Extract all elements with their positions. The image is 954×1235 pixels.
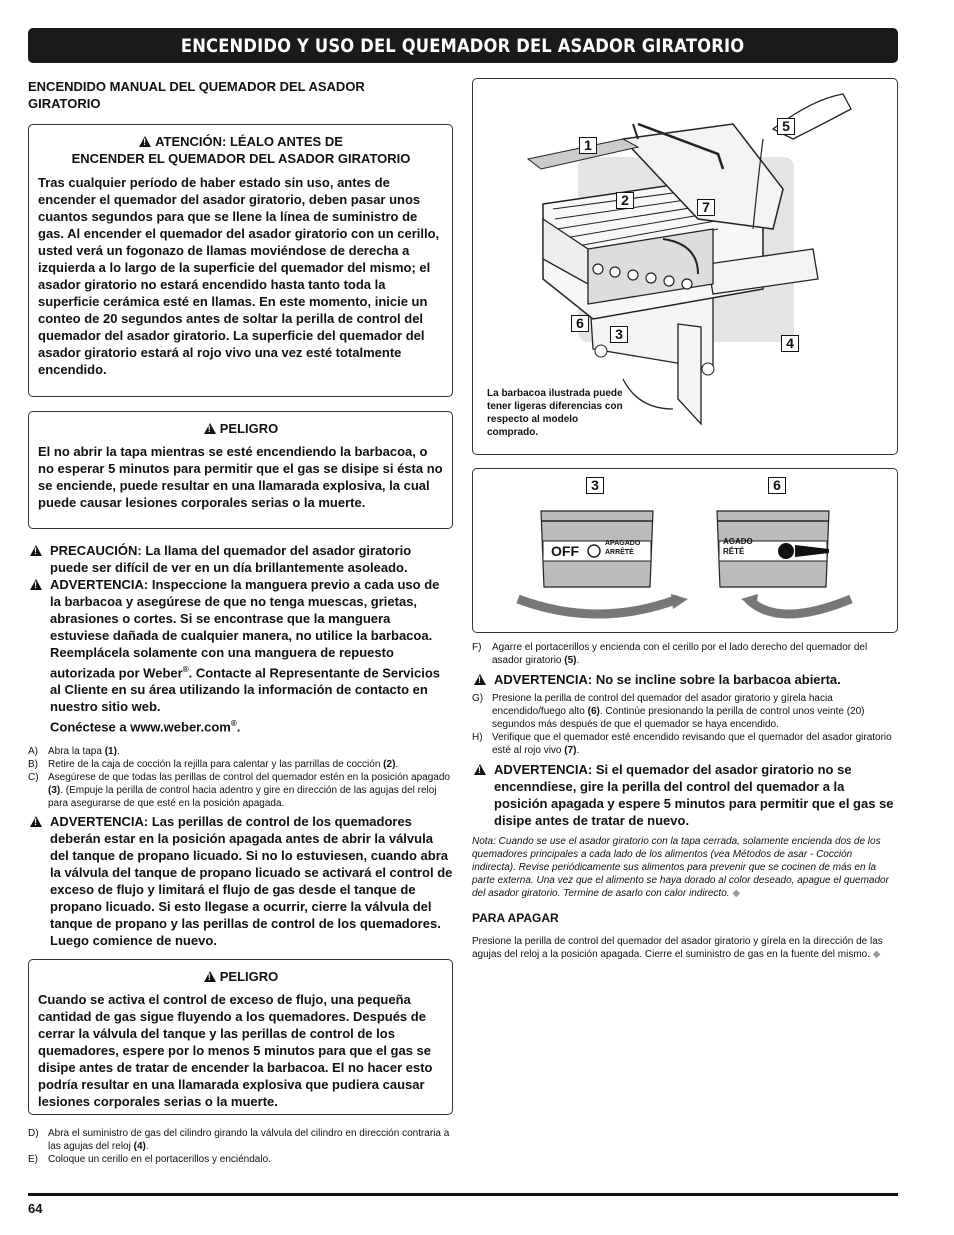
weber-contact-text: Conéctese a www.weber.com xyxy=(50,719,231,735)
warning-icon xyxy=(474,674,486,685)
warning-icon xyxy=(30,816,42,827)
danger-heading-1-text: PELIGRO xyxy=(219,421,279,436)
step-b xyxy=(28,758,453,771)
step-ref: (2) xyxy=(383,758,396,770)
steps-g-h xyxy=(472,692,898,757)
footer-rule xyxy=(28,1193,898,1196)
warning-icon xyxy=(474,764,486,775)
step-letter: H) xyxy=(472,732,483,743)
step-letter: F) xyxy=(472,642,482,653)
end-mark-icon: ◆ xyxy=(872,949,881,960)
warning-hose-text-2: . Contacte al Representante de Servicios al Cliente en su área utilizando la información de contacto en nuestro sitio web. xyxy=(50,665,441,715)
step-d xyxy=(28,1127,453,1153)
step-text: Presione la perilla de control del quemador del asador giratorio y gírela hacia encendido/fuego alto xyxy=(492,693,833,717)
step-text: Abra el suministro de gas del cilindro girando la válvula del cilindro en dirección contraria a las agujas del reloj xyxy=(48,1127,450,1152)
registered-mark: ® xyxy=(182,665,189,674)
step-text: Verifique que el quemador esté encendido revisando que el quemador del asador giratorio esté al rojo vivo xyxy=(492,732,892,756)
knob-apagado-label xyxy=(605,539,640,557)
attention-heading-line1: ATENCIÓN: LÉALO ANTES DE xyxy=(155,134,343,149)
step-text: Coloque un cerillo en el portacerillos y enciéndalo. xyxy=(48,1153,271,1165)
turn-off-body: Presione la perilla de control del quemador del asador giratorio y gírela en la dirección de las agujas del reloj a la posición apagada. Cierre el suministro de gas en la fuente del mismo. xyxy=(472,936,883,960)
manual-lighting-heading: ENCENDIDO MANUAL DEL QUEMADOR DEL ASADOR GIRATORIO xyxy=(28,79,365,111)
step-text: Agarre el portacerillos y encienda con el cerillo por el lado derecho del quemador del asador giratorio xyxy=(492,642,868,666)
steps-f xyxy=(472,641,898,667)
steps-d-e xyxy=(28,1127,453,1166)
danger-body-2: Cuando se activa el control de exceso de flujo, una pequeña cantidad de gas sigue fluyendo a los quemadores. Después de cerrar la válvula del tanque y las perillas de control de los quemadores, espere por lo menos 5 minutos para que el gas se disipe antes de tratar de encender la barbacoa. El no hacer esto podría resultar en una llamarada explosiva que pudiera causar lesiones corporales serias o la muerte. xyxy=(38,991,433,1109)
step-end: . xyxy=(576,655,580,666)
caution-text: PRECAUCIÓN: La llama del quemador del asador giratorio puede ser difícil de ver en un día brillantemente asoleado. xyxy=(50,543,412,575)
danger-heading-2 xyxy=(38,968,444,985)
weber-contact-end: . xyxy=(236,719,241,735)
turn-off-text xyxy=(472,935,898,961)
callout-knob-3: 3 xyxy=(586,477,604,494)
warning-icon xyxy=(139,136,151,147)
attention-heading-line2: ENCENDER EL QUEMADOR DEL ASADOR GIRATORIO xyxy=(71,151,411,166)
step-a xyxy=(28,745,453,758)
step-text: Retire de la caja de cocción la rejilla para calentar y las parrillas de cocción xyxy=(48,758,384,770)
section-title-bar xyxy=(28,28,898,63)
step-text: Abra la tapa xyxy=(48,745,105,757)
figure-disclaimer: La barbacoa ilustrada puede tener ligeras diferencias con respecto al modelo comprado. xyxy=(487,388,623,438)
apagado-text: APAGADO xyxy=(605,540,641,547)
rotisserie-note-text: Nota: Cuando se use el asador giratorio con la tapa cerrada, solamente encienda dos de los quemadores principales a cada lado de los alimentos (vea Métodos de asar - Cocción indirecta). Revise periódicamente sus alimentos para prevenir que se cocinen de más en la parte externa. Una vez que el alimento se haya dorado al color deseado, apague el quemador del asador giratorio. Termine de asarlo con calor indirecto. xyxy=(472,836,889,899)
step-ref: (6) xyxy=(587,706,600,717)
step-ref: (3) xyxy=(48,784,61,796)
step-letter: A) xyxy=(28,745,38,757)
danger-heading-1 xyxy=(38,420,444,437)
knob-illustration xyxy=(473,469,898,633)
arrete-partial-text: RÊTÉ xyxy=(723,547,745,556)
step-letter: B) xyxy=(28,758,38,770)
callout-7: 7 xyxy=(697,199,715,216)
warning-icon xyxy=(204,971,216,982)
step-end: . xyxy=(576,745,580,756)
section-title: ENCENDIDO Y USO DEL QUEMADOR DEL ASADOR GIRATORIO xyxy=(181,34,745,57)
warning-hose-text: ADVERTENCIA: Inspeccione la manguera previo a cada uso de la barbacoa y asegúrese de que no tenga muescas, grietas, abrasiones o cortes. Si se encontrase que la manguera estuviese dañada de cualquier manera, no utilice la barbacoa. Reemplácela solamente con una manguera de repuesto autorizada por Weber xyxy=(50,577,440,681)
callout-1: 1 xyxy=(579,137,597,154)
step-letter: D) xyxy=(28,1127,39,1139)
attention-box xyxy=(28,124,453,397)
danger-box-1 xyxy=(28,411,453,529)
page-number: 64 xyxy=(28,1201,43,1216)
apagado-partial-text: AGADO xyxy=(723,537,753,546)
knob-off-label: OFF xyxy=(551,543,579,559)
danger-heading-2-text: PELIGRO xyxy=(219,968,279,984)
warning-no-light-paragraph xyxy=(472,761,898,829)
step-letter: E) xyxy=(28,1153,38,1165)
warning-knobs-text: ADVERTENCIA: Las perillas de control de los quemadores deberán estar en la posición apagada antes de abrir la válvula del tanque de propano licuado. Si no lo estuviesen, cuando abra la válvula del tanque de propano licuado se activará el control de exceso de flujo y limitará el flujo de gas desde el tanque de propano licuado. Si esto llegase a ocurrir, cierre la válvula del tanque de propano y las perillas de control de los quemadores. Luego comience de nuevo. xyxy=(50,813,453,948)
warning-knobs-paragraph xyxy=(28,813,453,949)
warning-no-light-text: ADVERTENCIA: Si el quemador del asador giratorio no se encenndiese, gire la perilla del control del quemador a la posición apagada y espere 5 minutos para permitir que el gas se disipe antes de tratar de nuevo. xyxy=(494,762,894,828)
callout-2: 2 xyxy=(616,192,634,209)
callout-knob-6: 6 xyxy=(768,477,786,494)
callout-5: 5 xyxy=(777,118,795,135)
step-e xyxy=(28,1153,453,1166)
attention-heading xyxy=(38,133,444,167)
step-end: . xyxy=(116,745,120,757)
step-g xyxy=(472,692,898,731)
step-ref: (4) xyxy=(133,1140,146,1152)
step-h xyxy=(472,731,898,757)
warning-hose-paragraph xyxy=(28,576,453,736)
arrete-text: ARRÊTÉ xyxy=(605,549,634,556)
warning-icon xyxy=(204,423,216,434)
warning-icon xyxy=(30,579,42,590)
steps-a-c xyxy=(28,745,453,810)
danger-box-2 xyxy=(28,959,453,1115)
knob-partial-label xyxy=(723,537,753,557)
step-end: . xyxy=(145,1140,149,1152)
rotisserie-note xyxy=(472,835,898,900)
caution-paragraph xyxy=(28,542,453,576)
warning-lean-text: ADVERTENCIA: No se incline sobre la barbacoa abierta. xyxy=(494,672,841,687)
grill-illustration-figure xyxy=(472,78,898,455)
warning-lean-paragraph xyxy=(472,671,898,688)
callout-6: 6 xyxy=(571,315,589,332)
knob-figure xyxy=(472,468,898,633)
callout-4: 4 xyxy=(781,335,799,352)
step-ref: (5) xyxy=(564,655,577,666)
danger-body-1: El no abrir la tapa mientras se esté encendiendo la barbacoa, o no esperar 5 minutos para permitir que el gas se disipe si ésta no se enciende, puede resultar en una llamarada explosiva, la cual puede causar lesiones corporales serias o la muerte. xyxy=(38,444,443,510)
callout-3: 3 xyxy=(610,326,628,343)
step-letter: G) xyxy=(472,693,484,704)
step-ref: (7) xyxy=(564,745,577,756)
turn-off-heading: PARA APAGAR xyxy=(472,911,559,925)
step-ref: (1) xyxy=(104,745,117,757)
left-column xyxy=(28,78,453,1166)
step-text: Asegúrese de que todas las perillas de control del quemador estén en la posición apagado xyxy=(48,771,450,783)
step-end: . xyxy=(395,758,399,770)
step-c xyxy=(28,771,453,810)
end-mark-icon: ◆ xyxy=(732,888,741,899)
step-letter: C) xyxy=(28,771,39,783)
warning-icon xyxy=(30,545,42,556)
step-end: . Continúe presionando la perilla de control unos veinte (20) segundos más después de que el quemador se haya encendido. xyxy=(492,706,865,730)
step-end: . (Empuje la perilla de control hacia adentro y gire en dirección de las agujas del reloj para asegurarse de que esté en la posición apagada. xyxy=(48,784,437,809)
right-column xyxy=(472,78,898,961)
step-f xyxy=(472,641,898,667)
registered-mark: ® xyxy=(230,719,237,729)
attention-body: Tras cualquier período de haber estado sin uso, antes de encender el quemador del asador giratorio, deben pasar unos cuantos segundos para que se llene la línea de suministro de gas. Al encender el quemador del asador giratorio con un cerillo, usted verá un fogonazo de llamas moviéndose de derecha a izquierda a lo largo de la superficie del quemador del mismo; el asador giratorio no estará encendido hasta tanto toda la superficie cerámica esté en llamas. En este momento, inicie un conteo de 20 segundos antes de soltar la perilla de control del quemador del asador giratorio. La superficie del quemador del asador giratorio estará al rojo vivo una vez esté totalmente encendido. xyxy=(38,175,440,377)
